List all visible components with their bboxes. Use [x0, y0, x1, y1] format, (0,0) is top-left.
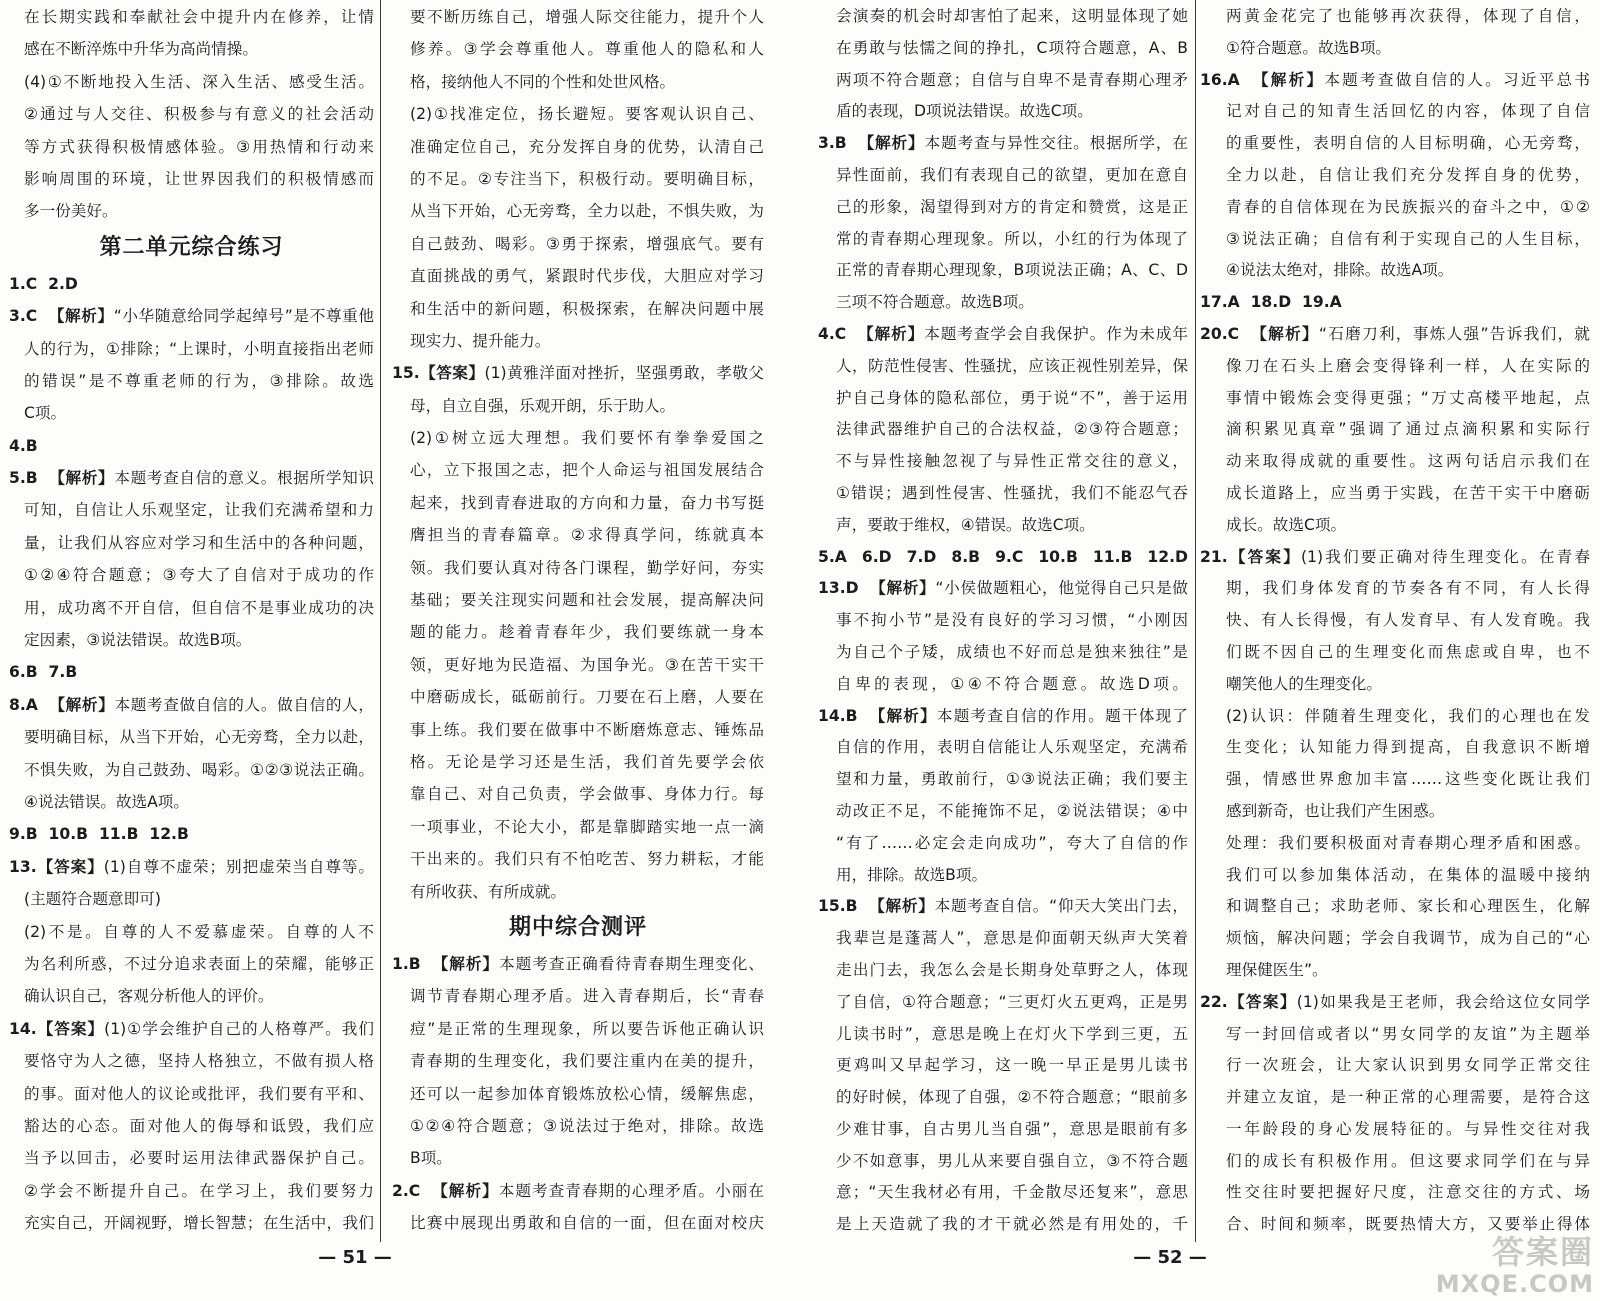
answer-number: 9.B 10.B 11.B 12.B — [9, 825, 189, 844]
text-line: 儿读书时”，意思是晚上在灯火下学到三更，五 — [836, 1024, 1188, 1043]
text-line: 盾的表现，D项说法错误。故选C项。 — [836, 102, 1093, 121]
text-line: ②通过与人交往、积极参与有意义的社会活动 — [24, 105, 374, 124]
answer-number: 4.C 【解析】 — [818, 324, 925, 343]
text-line: 青春的自信体现在为民族振兴的奋斗之中，①② — [1226, 197, 1590, 216]
answer-number: 15.B 【解析】 — [818, 897, 935, 916]
text-line: 用，排除。故选B项。 — [836, 865, 988, 884]
text-line: 全力以赴，自信让我们充分发挥自身的优势， — [1226, 165, 1590, 184]
answer-line — [818, 319, 1188, 351]
answer-text: 本题考查自信的作用。题干体现了 — [936, 706, 1188, 725]
answer-text: “石磨刀利，事炼人强”告诉我们，就 — [1318, 324, 1590, 343]
text-line: ④说法错误。故选A项。 — [24, 792, 189, 811]
site-watermark — [1436, 1235, 1594, 1297]
text-line: 护自己身体的隐私部位，勇于说“不”，善于运用 — [836, 388, 1188, 407]
answer-line — [392, 357, 764, 389]
text-line: 的好时候，体现了自强，②不符合题意；“眼前多 — [836, 1088, 1188, 1107]
text-line: 自卑的表现，①④不符合题意。故选D项。 — [836, 674, 1188, 693]
answer-number: 22.【答案】 — [1200, 992, 1297, 1011]
answer-text: 本题考查自信的意义。根据所学知识 — [114, 469, 374, 488]
page-number: — 52 — — [1133, 1247, 1207, 1268]
answer-line — [818, 701, 1188, 733]
answer-line — [9, 268, 374, 300]
text-line: 三项不符合题意。故选B项。 — [836, 293, 1034, 312]
answer-text: 本题考查做自信的人。做自信的人， — [114, 695, 374, 714]
text-line: 成长道路上，应当勇于实践，在苦干实干中磨砺 — [1226, 483, 1590, 502]
text-line: 声，要敢于维权，④错误。故选C项。 — [836, 515, 1095, 534]
text-line: ③说法正确；自信有利于实现自己的人生目标， — [1226, 229, 1590, 248]
text-line: 少难甘事，自古男儿当自强”，意思是眼前有多 — [836, 1119, 1188, 1138]
page-51-column-1 — [9, 1, 374, 1239]
answer-number: 14.【答案】 — [9, 1019, 105, 1038]
answer-number: 17.A 18.D 19.A — [1200, 293, 1342, 312]
answer-line — [1200, 65, 1590, 97]
text-line: 干出来的。我们只有不怕吃苦、努力耕耘，才能 — [410, 850, 764, 869]
text-line: 并建立友谊，是一种正常的心理需要，是符合这 — [1226, 1088, 1590, 1107]
answer-line — [818, 891, 1188, 923]
answer-number: 3.B 【解析】 — [818, 134, 925, 153]
text-line: 写一封回信或者以“男女同学的友谊”为主题举 — [1226, 1024, 1590, 1043]
text-line: 快、有人长得慢，有人发育早、有人发育晚。我 — [1226, 611, 1590, 630]
answer-text: (1)如果我是王老师，我会给这位女同学 — [1296, 992, 1590, 1011]
text-line: 要明确目标，从当下开始，心无旁骛，全力以赴， — [24, 728, 374, 747]
text-line: 为名利所惑，不过分追求表面上的荣耀，能够正 — [24, 954, 374, 973]
text-line: 从当下开始，心无旁骛，全力以赴，不惧失败，为 — [410, 202, 764, 221]
answer-number: 1.B 【解析】 — [392, 954, 500, 973]
text-line: B项。 — [410, 1149, 452, 1168]
answer-number: 2.C 【解析】 — [392, 1181, 499, 1200]
answer-line — [392, 948, 764, 980]
text-line: 们的成长有积极作用。但这要求同学们在与异 — [1226, 1151, 1590, 1170]
text-line: 强，情感世界愈加丰富……这些变化既让我们 — [1226, 770, 1590, 789]
text-line: 了自信，①符合题意；“三更灯火五更鸡，正是男 — [836, 992, 1188, 1011]
answer-number: 15.【答案】 — [392, 364, 485, 383]
text-line: 痘”是正常的生理现象，所以要告诉他正确认识 — [410, 1019, 764, 1038]
answer-line — [1200, 319, 1590, 351]
answer-text: “小侯做题粗心，他觉得自己只是做 — [935, 579, 1188, 598]
text-line: 行一次班会，让大家认识到男女同学正常交往 — [1226, 1056, 1590, 1075]
text-line: 理保健医生”。 — [1226, 960, 1328, 979]
text-line: 少不如意事，男儿从来要自强自立，③不符合题 — [836, 1151, 1188, 1170]
text-line: 起来，找到青春进取的方向和力量，奋力书写挺 — [410, 493, 764, 512]
answer-line — [9, 430, 374, 462]
text-line: 法律武器维护自己的合法权益，②③符合题意； — [836, 420, 1188, 439]
text-line: 在长期实践和奉献社会中提升内在修养，让情 — [24, 8, 374, 26]
answer-text: (1)我们要正确对待生理变化。在青春 — [1301, 547, 1590, 566]
text-line: 还可以一起参加体育锻炼放松心情，缓解焦虑， — [410, 1084, 764, 1103]
answer-number: 21.【答案】 — [1200, 547, 1301, 566]
text-line: C项。 — [24, 404, 67, 423]
text-line: 一年龄段的身心发展特征的。与异性交往对我 — [1226, 1119, 1590, 1138]
answer-number: 5.A 6.D 7.D 8.B 9.C 10.B 11.B 12.D — [818, 547, 1188, 566]
text-line: 事上练。我们要在做事中不断磨炼意志、锤炼品 — [410, 720, 764, 739]
text-line: 要不断历练自己，增强人际交往能力，提升个人 — [410, 8, 764, 26]
text-line: 我辈岂是蓬蒿人”，意思是仰面朝天纵声大笑着 — [836, 929, 1188, 948]
text-line: 感到新奇，也让我们产生困惑。 — [1226, 801, 1445, 820]
page-51-column-2 — [392, 1, 764, 1239]
text-line: 望和力量，勇敢前行，①③说法正确；我们要主 — [836, 770, 1188, 789]
text-line: ①符合题意。故选B项。 — [1226, 38, 1392, 57]
text-line: 充实自己，开阔视野，增长智慧；在生活中，我们 — [24, 1214, 374, 1233]
answer-number: 3.C 【解析】 — [9, 307, 114, 326]
answer-text: 本题考查正确看待青春期生理变化、 — [499, 954, 764, 973]
text-line: 直面挑战的勇气，紧跟时代步伐，大胆应对学习 — [410, 267, 764, 286]
answer-number: 13.【答案】 — [9, 857, 104, 876]
answer-number: 4.B — [9, 436, 38, 455]
text-line: 感在不断淬炼中升华为高尚情操。 — [24, 40, 258, 59]
column-divider — [380, 0, 381, 1242]
text-line: 我们可以参加集体活动，在集体的温暖中接纳 — [1226, 865, 1590, 884]
answer-line — [818, 128, 1188, 160]
text-line: 题的能力。趁着青春年少，我们要练就一身本 — [410, 623, 764, 642]
column-divider — [1195, 0, 1196, 1242]
text-line: 比赛中展现出勇敢和自信的一面，但在面对校庆 — [410, 1214, 764, 1233]
text-line: 确认识自己，客观分析他人的评价。 — [24, 987, 274, 1006]
text-line: 要恪守为人之德，坚持人格独立，不做有损人格 — [24, 1052, 374, 1071]
text-line: (2)①树立远大理想。我们要怀有拳拳爱国之 — [410, 429, 764, 448]
text-line: 格。无论是学习还是生活，我们首先要学会依 — [410, 752, 764, 771]
answer-text: “小华随意给同学起绰号”是不尊重他 — [113, 307, 374, 326]
text-line: 会演奏的机会时却害怕了起来，这明显体现了她 — [836, 7, 1188, 25]
text-line: (2)认识：伴随着生理变化，我们的心理也在发 — [1226, 706, 1590, 725]
answer-line — [818, 542, 1188, 574]
text-line: 基础；要关注现实问题和社会发展，提高解决问 — [410, 591, 764, 610]
section-heading: 期中综合测评 — [508, 914, 647, 940]
text-line: 两项不符合题意；自信与自卑不是青春期心理矛 — [836, 70, 1188, 89]
text-line: 为自己个子矮，成绩也不好而总是独来独往”是 — [836, 642, 1188, 661]
text-line: 母，自立自强，乐观开朗，乐于助人。 — [410, 396, 676, 415]
text-line: ①②④符合题意；③夸大了自信对于成功的作 — [24, 566, 374, 585]
text-line: 准确定位自己，充分发挥自身的优势，认清自己 — [410, 137, 764, 156]
text-line: 等方式获得积极情感体验。③用热情和行动来 — [24, 137, 374, 156]
text-line: 常的青春期心理现象。所以，小红的行为体现了 — [836, 229, 1188, 248]
answer-text: 本题考查学会自我保护。作为未成年 — [924, 324, 1188, 343]
answer-number: 20.C 【解析】 — [1200, 324, 1319, 343]
text-line: 和生活中的新问题，积极探索，在解决问题中展 — [410, 299, 764, 318]
text-line: 修养。③学会尊重他人。尊重他人的隐私和人 — [410, 40, 764, 59]
answer-number: 16.A 【解析】 — [1200, 70, 1325, 89]
answer-line — [9, 1013, 374, 1045]
answer-line — [1200, 542, 1590, 574]
text-line: 膺担当的青春篇章。②求得真学问，练就真本 — [410, 526, 764, 545]
text-line: 动来取得成就的重要性。这两句话启示我们在 — [1226, 452, 1590, 471]
text-line: (2)不是。自尊的人不爱慕虚荣。自尊的人不 — [24, 922, 374, 941]
text-line: ①错误；遇到性侵害、性骚扰，我们不能忍气吞 — [836, 483, 1188, 502]
answer-number: 14.B 【解析】 — [818, 706, 937, 725]
text-line: 处理：我们要积极面对青春期心理矛盾和困惑。 — [1226, 833, 1590, 852]
text-line: 领，更好地为民造福、为国争光。③在苦干实干 — [410, 655, 764, 674]
text-line: 事情中锻炼会变得更强；“万丈高楼平地起，点 — [1226, 388, 1590, 407]
text-line: 走出门去，我怎么会是长期身处草野之人，体现 — [836, 960, 1188, 979]
answer-line — [1200, 987, 1590, 1019]
text-line: 人，防范性侵害、性骚扰，应该正视性别差异，保 — [836, 356, 1188, 375]
page-number: — 51 — — [318, 1247, 392, 1268]
page-52 — [800, 0, 1600, 1301]
text-line: 动改正不足，不能掩饰不足，②说法错误；④中 — [836, 801, 1188, 820]
text-line: 多一份美好。 — [24, 202, 118, 221]
text-line: 的不足。②专注当下，积极行动。要明确目标， — [410, 169, 764, 188]
text-line: 一项事业，不论大小，都是靠脚踏实地一点一滴 — [410, 817, 764, 836]
answer-text: 本题考查做自信的人。习近平总书 — [1324, 70, 1590, 89]
text-line: 和调整自己；求助老师、家长和心理医生，化解 — [1226, 897, 1590, 916]
answer-text: 本题考查自信。“仰天大笑出门去， — [934, 897, 1188, 916]
text-line: 己的形象，渴望得到对方的肯定和赞赏，这是正 — [836, 197, 1188, 216]
answer-number: 6.B 7.B — [9, 663, 78, 682]
answer-number: 13.D 【解析】 — [818, 579, 936, 598]
text-line: 烦恼，解决问题；学会自我调节，成为自己的“心 — [1226, 929, 1590, 948]
text-line: 合、时间和频率，既要热情大方，又要举止得体 — [1226, 1215, 1590, 1234]
answer-text: (1)①学会维护自己的人格尊严。我们 — [104, 1019, 374, 1038]
text-line: 心，立下报国之志，把个人命运与祖国发展结合 — [410, 461, 764, 480]
answer-line — [392, 1175, 764, 1207]
text-line: (主题符合题意即可) — [24, 890, 161, 909]
text-line: 异性面前，我们有表现自己的欲望，更加在意自 — [836, 165, 1188, 184]
answer-line — [9, 462, 374, 494]
text-line: 当予以回击，必要时运用法律武器保护自己。 — [24, 1149, 374, 1168]
text-line: 格，接纳他人不同的个性和处世风格。 — [410, 72, 676, 91]
text-line: 的重要性，表明自信的人目标明确，心无旁骛， — [1226, 134, 1590, 153]
text-line: 量，让我们从容应对学习和生活中的各种问题， — [24, 533, 374, 552]
answer-line — [9, 300, 374, 332]
text-line: 豁达的心态。面对他人的侮辱和诋毁，我们应 — [24, 1116, 374, 1135]
text-line: 人的行为，①排除；“上课时，小明直接指出老师 — [24, 339, 374, 358]
text-line: 自信的作用，表明自信能让人乐观坚定，充满希 — [836, 738, 1188, 757]
text-line: 的事。面对他人的议论或批评，我们要有平和、 — [24, 1084, 374, 1103]
text-line: (4)①不断地投入生活、深入生活、感受生活。 — [24, 72, 374, 91]
text-line: 青春期的生理变化，我们要注重内在美的提升， — [410, 1052, 764, 1071]
page-52-column-2 — [1200, 1, 1590, 1241]
watermark-site-text: MXQE.COM — [1435, 1269, 1594, 1298]
text-line: 有所收获、有所成就。 — [410, 882, 566, 901]
text-line: 嘲笑他人的生理变化。 — [1226, 674, 1382, 693]
text-line: 们既不因自己的生理变化而焦虑或自卑，也不 — [1226, 642, 1590, 661]
answer-text: 本题考查与异性交往。根据所学，在 — [924, 134, 1188, 153]
text-line: 自己鼓劲、喝彩。③勇于探索，增强底气。要有 — [410, 234, 764, 253]
text-line: 是上天造就了我的才干就必然是有用处的，千 — [836, 1215, 1188, 1234]
text-line: 像刀在石头上磨会变得锋利一样，人在实际的 — [1226, 356, 1590, 375]
text-line: ①②④符合题意；③说法过于绝对，排除。故选 — [410, 1116, 764, 1135]
answer-line — [818, 573, 1188, 605]
page-51 — [0, 0, 790, 1301]
text-line: (2)①找准定位，扬长避短。要客观认识自己、 — [410, 105, 764, 124]
text-line: 的错误”是不尊重老师的行为，③排除。故选 — [24, 371, 374, 390]
answer-line — [1200, 287, 1590, 319]
text-line: 不与异性接触忽视了与异性正常交往的意义， — [836, 452, 1188, 471]
text-line: 正常的青春期心理现象，B项说法正确；A、C、D — [836, 261, 1188, 280]
text-line: 现实力、提升能力。 — [410, 331, 551, 350]
answer-line — [9, 656, 374, 688]
text-line: 两黄金花完了也能够再次获得，体现了自信， — [1226, 7, 1590, 25]
answer-text: (1)自尊不虚荣；别把虚荣当自尊等。 — [103, 857, 374, 876]
answer-number: 8.A 【解析】 — [9, 695, 115, 714]
text-line: 领。我们要认真对待各门课程，勤学好问，夯实 — [410, 558, 764, 577]
text-line: 性交往时要把握好尺度，注意交往的方式、场 — [1226, 1183, 1590, 1202]
text-line: 中磨砺成长，砥砺前行。刀要在石上磨，人要在 — [410, 688, 764, 707]
text-line: 记对自己的知青生活回忆的内容，体现了自信 — [1226, 102, 1590, 121]
text-line: “有了……必定会走向成功”，夸大了自信的作 — [836, 833, 1188, 852]
page-52-column-1 — [818, 1, 1188, 1241]
text-line: 靠自己、对自己负责，学会做事、身体力行。每 — [410, 785, 764, 804]
text-line: 调节青春期心理矛盾。进入青春期后，长“青春 — [410, 987, 764, 1006]
answer-text: (1)黄雅洋面对挫折，坚强勇敢，孝敬父 — [484, 364, 764, 383]
answer-line — [9, 689, 374, 721]
answer-text: 本题考查青春期的心理矛盾。小丽在 — [498, 1181, 764, 1200]
text-line: 不惧失败，为自己鼓劲、喝彩。①②③说法正确。 — [24, 760, 374, 779]
text-line: 滴积累见真章”强调了通过点滴积累和实际行 — [1226, 420, 1590, 439]
text-line: ④说法太绝对，排除。故选A项。 — [1226, 261, 1454, 280]
text-line: 定因素，③说法错误。故选B项。 — [24, 631, 252, 650]
text-line: ②学会不断提升自己。在学习上，我们要努力 — [24, 1181, 374, 1200]
text-line: 意；“天生我材必有用，千金散尽还复来”，意思 — [836, 1183, 1188, 1202]
text-line: 生变化；认知能力得到提高，自我意识不断增 — [1226, 738, 1590, 757]
text-line: 成长。故选C项。 — [1226, 515, 1347, 534]
text-line: 在勇敢与怯懦之间的挣扎，C项符合题意，A、B — [836, 38, 1188, 57]
answer-line — [9, 818, 374, 850]
watermark-logo-text: 答案圈 — [1491, 1233, 1594, 1272]
text-line: 可知，自信让人乐观坚定，让我们充满希望和力 — [24, 501, 374, 520]
text-line: 更鸡叫又早起学习，这一晚一早正是男儿读书 — [836, 1056, 1188, 1075]
section-heading: 第二单元综合练习 — [99, 234, 284, 260]
text-line: 用，成功离不开自信，但自信不是事业成功的决 — [24, 598, 374, 617]
text-line: 事不拘小节”是没有良好的学习习惯，“小刚因 — [836, 611, 1188, 630]
answer-number: 1.C 2.D — [9, 274, 78, 293]
answer-line — [9, 851, 374, 883]
text-line: 期，我们身体发育的节奏各有不同，有人长得 — [1226, 579, 1590, 598]
text-line: 影响周围的环境，让世界因我们的积极情感而 — [24, 169, 374, 188]
answer-number: 5.B 【解析】 — [9, 469, 115, 488]
